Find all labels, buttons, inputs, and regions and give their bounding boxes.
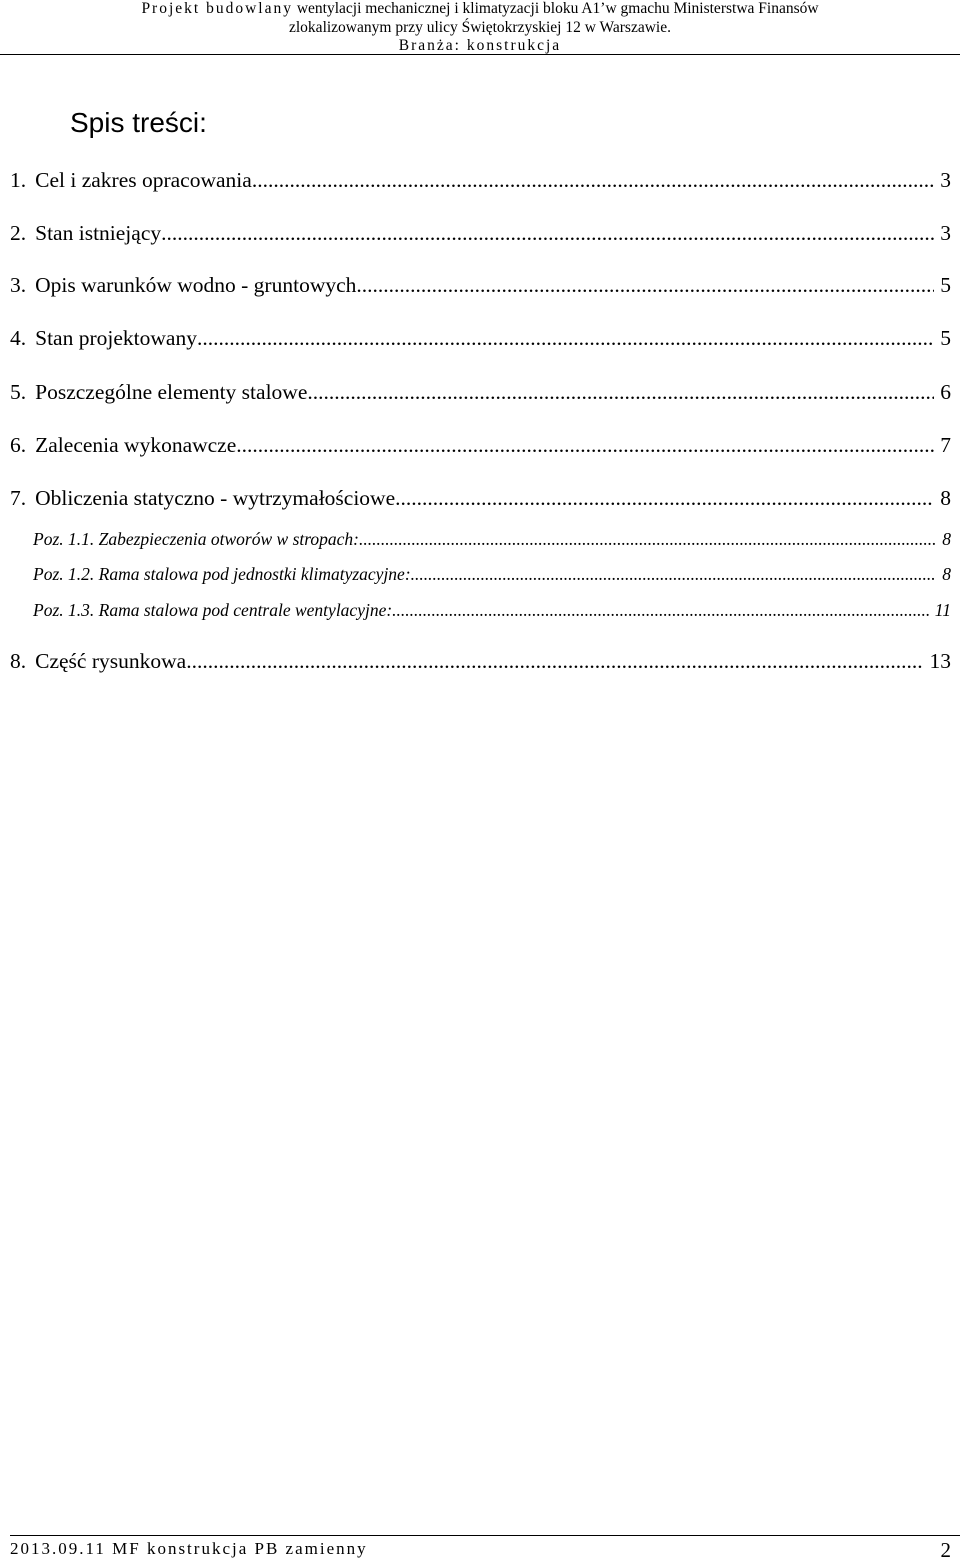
toc-entry-text: Stan projektowany xyxy=(35,326,197,350)
toc-entry[interactable] xyxy=(10,324,951,352)
toc-dot-leader xyxy=(161,219,934,247)
toc-entry-page: 3 xyxy=(940,168,951,192)
toc-entry[interactable] xyxy=(10,378,951,406)
header-line-branch: Branża: konstrukcja xyxy=(398,37,562,54)
toc-subentry-page: 11 xyxy=(934,600,951,620)
header-divider xyxy=(0,54,960,55)
toc-dot-leader xyxy=(359,527,936,551)
toc-dot-leader xyxy=(307,378,934,406)
toc-entry-page: 6 xyxy=(940,380,951,404)
toc-entry-text: Cel i zakres opracowania xyxy=(35,168,252,192)
toc-entry[interactable] xyxy=(10,219,951,247)
toc-subentry-page: 8 xyxy=(942,529,951,549)
toc-entry[interactable] xyxy=(10,484,951,512)
toc-entry-page: 13 xyxy=(929,649,951,673)
toc-dot-leader xyxy=(395,484,934,512)
toc-dot-leader xyxy=(392,598,929,622)
toc-entry-text: Stan istniejący xyxy=(35,221,162,245)
toc-dot-leader xyxy=(197,324,934,352)
footer-document-id: 2013.09.11 MF konstrukcja PB zamienny xyxy=(10,1539,368,1558)
toc-entry-number: 6. xyxy=(10,433,27,457)
toc-entry[interactable] xyxy=(10,271,951,299)
toc-entry-number: 7. xyxy=(10,486,27,510)
toc-dot-leader xyxy=(236,431,934,459)
toc-entry-number: 8. xyxy=(10,649,27,673)
toc-entry-page: 5 xyxy=(940,326,951,350)
header-project-label: Projekt budowlany xyxy=(141,0,293,17)
footer-page-number: 2 xyxy=(940,1538,951,1562)
toc-entry-text: Opis warunków wodno - gruntowych xyxy=(35,273,357,297)
toc-dot-leader xyxy=(356,271,934,299)
toc-entry-page: 5 xyxy=(940,273,951,297)
toc-subentry[interactable] xyxy=(33,598,951,622)
toc-subentry[interactable] xyxy=(33,527,951,551)
document-header xyxy=(0,0,960,56)
header-line-project xyxy=(0,0,960,19)
toc-entry-text: Część rysunkowa xyxy=(35,649,187,673)
toc-entry-number: 1. xyxy=(10,168,27,192)
toc-entry-page: 8 xyxy=(940,486,951,510)
header-line-location: zlokalizowanym przy ulicy Świętokrzyskiej 12 w Warszawie. xyxy=(289,18,671,36)
toc-entry-text: Zalecenia wykonawcze xyxy=(35,433,237,457)
toc-dot-leader xyxy=(252,166,934,194)
toc-entry[interactable] xyxy=(10,431,951,459)
toc-dot-leader xyxy=(411,562,937,586)
toc-subentry[interactable] xyxy=(33,562,951,586)
toc-entry[interactable] xyxy=(10,647,951,675)
toc-entry-number: 4. xyxy=(10,326,27,350)
toc-entry-page: 3 xyxy=(940,221,951,245)
toc-subentry-page: 8 xyxy=(942,564,951,584)
toc-entry-number: 3. xyxy=(10,273,27,297)
toc-entry-page: 7 xyxy=(940,433,951,457)
footer-divider xyxy=(10,1535,960,1536)
toc-entry-text: Poszczególne elementy stalowe xyxy=(35,380,308,404)
toc-subentry-text: Poz. 1.3. Rama stalowa pod centrale wentylacyjne: xyxy=(33,600,393,620)
toc-entry-number: 2. xyxy=(10,221,27,245)
toc-subentry-text: Poz. 1.2. Rama stalowa pod jednostki klimatyzacyjne: xyxy=(33,564,411,584)
toc-subentry-text: Poz. 1.1. Zabezpieczenia otworów w stropach: xyxy=(33,529,360,549)
toc-entry[interactable] xyxy=(10,166,951,194)
toc-title: Spis treści: xyxy=(70,107,207,138)
header-project-text: wentylacji mechanicznej i klimatyzacji bloku A1’w gmachu Ministerstwa Finansów xyxy=(292,0,819,17)
toc-entry-text: Obliczenia statyczno - wytrzymałościowe xyxy=(35,486,396,510)
toc-entry-number: 5. xyxy=(10,380,27,404)
toc-dot-leader xyxy=(186,647,923,675)
